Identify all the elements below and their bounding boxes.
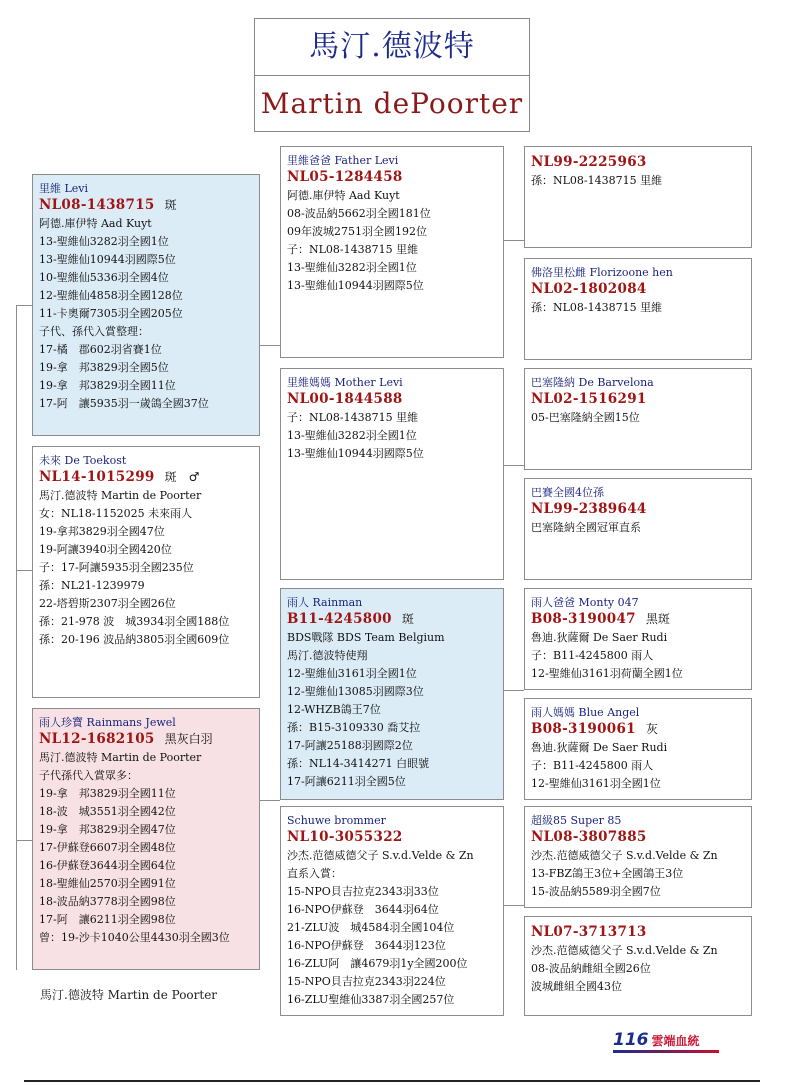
card-line: 18-聖維仙2570羽全國91位	[39, 877, 176, 890]
card-line: 13-聖維仙3282羽全國1位	[39, 235, 169, 248]
card-line: BDS戰隊 BDS Team Belgium	[287, 631, 445, 644]
connector-dd-parents	[504, 905, 524, 906]
card-line: 孫：NL08-1438715 里維	[531, 174, 663, 187]
card-line: 孫：NL08-1438715 里維	[531, 301, 663, 314]
card-dsd	[524, 698, 752, 800]
card-line: 13-FBZ鴿王3位+全國鴿王3位	[531, 867, 684, 880]
connector-ds-parents	[504, 690, 524, 691]
card-line: 19-拿 邦3829羽全國47位	[39, 823, 176, 836]
logo-underline	[613, 1050, 719, 1053]
card-sds	[524, 368, 752, 470]
card-sdd	[524, 478, 752, 580]
card-line: 12-聖維仙3161羽全國1位	[287, 667, 417, 680]
card-name: 佛洛里松雌 Florizoone hen	[531, 266, 673, 279]
card-line: 19-拿 邦3829羽全國11位	[39, 379, 176, 392]
card-line: 17-伊蘇登6607羽全國48位	[39, 841, 176, 854]
card-line: 波城雌組全國43位	[531, 980, 622, 993]
card-line: 12-WHZB鴿王7位	[287, 703, 381, 716]
card-dam-sire	[280, 588, 504, 800]
card-line: 08-波品納雌組全國26位	[531, 962, 651, 975]
ring-number: B08-3190047	[531, 611, 636, 627]
pedigree-title-box	[254, 18, 530, 132]
card-line: 直系入賞：	[287, 867, 342, 880]
card-line: 08-波品納5662羽全國181位	[287, 207, 431, 220]
card-line: 16-ZLU阿 讓4679羽1y全國200位	[287, 957, 468, 970]
connector-dam-tick	[16, 840, 32, 841]
card-line: 15-NPO貝吉拉克2343羽224位	[287, 975, 446, 988]
card-line: 孫：NL14-3414271 白眼號	[287, 757, 430, 770]
card-sire	[32, 174, 260, 436]
card-name: Schuwe brommer	[287, 814, 386, 827]
title-english: Martin dePoorter	[260, 87, 524, 120]
ring-number: NL00-1844588	[287, 391, 403, 407]
card-line: 17-橘 郡602羽省賽1位	[39, 343, 162, 356]
card-line: 魯迪.狄薩爾 De Saer Rudi	[531, 741, 668, 754]
card-line: 13-聖維仙10944羽國際5位	[287, 279, 424, 292]
ring-number: NL02-1516291	[531, 391, 647, 407]
card-line: 17-阿 讓5935羽一歲鴿全國37位	[39, 397, 209, 410]
card-line: 子代孫代入賞眾多：	[39, 769, 138, 782]
card-line: 魯迪.狄薩爾 De Saer Rudi	[531, 631, 668, 644]
logo-number: 116	[613, 1030, 649, 1050]
card-line: 子代、孫代入賞整理：	[39, 325, 149, 338]
card-line: 12-聖維仙3161羽全國1位	[531, 777, 661, 790]
bottom-divider	[24, 1080, 760, 1082]
card-name: 超級85 Super 85	[531, 814, 622, 827]
color-note: 斑	[164, 198, 177, 212]
connector-subject-sire	[16, 305, 17, 970]
card-line: 19-拿 邦3829羽全國5位	[39, 361, 169, 374]
ring-number: NL07-3713713	[531, 924, 647, 940]
card-line: 子：NL08-1438715 里維	[287, 243, 419, 256]
card-line: 女：NL18-1152025 未來雨人	[39, 507, 193, 520]
card-line: 17-阿 讓6211羽全國98位	[39, 913, 176, 926]
card-line: 16-伊蘇登3644羽全國64位	[39, 859, 176, 872]
card-line: 17-阿讓25188羽國際2位	[287, 739, 413, 752]
card-line: 沙杰.范德威德父子 S.v.d.Velde & Zn	[531, 849, 718, 862]
color-note: 黑灰白羽	[164, 732, 213, 746]
card-name: 雨人爸爸 Monty 047	[531, 596, 639, 609]
card-dds	[524, 806, 752, 908]
card-sss	[524, 146, 752, 248]
card-sire-dam	[280, 368, 504, 580]
card-line: 15-NPO貝吉拉克2343羽33位	[287, 885, 439, 898]
ring-number: NL08-3807885	[531, 829, 647, 845]
card-line: 10-聖維仙5336羽全國4位	[39, 271, 169, 284]
card-sire-sire	[280, 146, 504, 358]
card-name: 雨人珍寶 Rainmans Jewel	[39, 716, 176, 729]
card-line: 孫：NL21-1239979	[39, 579, 145, 592]
card-line: 馬汀.德波特 Martin de Poorter	[39, 751, 202, 764]
ring-number: B08-3190061	[531, 721, 636, 737]
card-line: 孫：21-978 波 城3934羽全國188位	[39, 615, 230, 628]
card-line: 13-聖維仙3282羽全國1位	[287, 261, 417, 274]
card-line: 18-波 城3551羽全國42位	[39, 805, 176, 818]
card-line: 19-阿讓3940羽全國420位	[39, 543, 172, 556]
card-line: 13-聖維仙3282羽全國1位	[287, 429, 417, 442]
card-name: 里維媽媽 Mother Levi	[287, 376, 403, 389]
card-line: 阿德.庫伊特 Aad Kuyt	[287, 189, 400, 202]
color-note: 斑	[401, 612, 414, 626]
card-name: 巴塞隆納 De Barvelona	[531, 376, 654, 389]
breeder-caption: 馬汀.德波特 Martin de Poorter	[40, 988, 218, 1002]
card-line: 子：17-阿讓5935羽全國235位	[39, 561, 194, 574]
card-ssd	[524, 258, 752, 360]
card-line: 巴塞隆納全國冠軍直系	[531, 521, 641, 534]
logo-text: 雲端血統	[651, 1034, 700, 1048]
card-line: 12-聖維仙3161羽荷蘭全國1位	[531, 667, 683, 680]
card-line: 馬汀.德波特使翔	[287, 649, 368, 662]
card-line: 22-塔碧斯2307羽全國26位	[39, 597, 176, 610]
card-name: 未來 De Toekost	[39, 454, 127, 467]
card-name: 雨人媽媽 Blue Angel	[531, 706, 640, 719]
connector-dam-parents	[260, 800, 280, 801]
card-line: 子：B11-4245800 雨人	[531, 759, 654, 772]
card-line: 曾：19-沙卡1040公里4430羽全國3位	[39, 931, 230, 944]
card-line: 沙杰.范德威德父子 S.v.d.Velde & Zn	[531, 944, 718, 957]
site-logo	[613, 1030, 700, 1050]
card-line: 09年波城2751羽全國192位	[287, 225, 427, 238]
ring-number: NL12-1682105	[39, 731, 155, 747]
ring-number: NL08-1438715	[39, 197, 155, 213]
ring-number: NL10-3055322	[287, 829, 403, 845]
card-line: 13-聖維仙10944羽國際5位	[39, 253, 176, 266]
ring-number: NL14-1015299	[39, 469, 155, 485]
connector-subject-tick	[16, 570, 32, 571]
color-note: 灰	[645, 722, 658, 736]
connector-sire-parents	[260, 345, 280, 346]
color-note: 斑 ♂	[164, 470, 200, 484]
card-name: 里維爸爸 Father Levi	[287, 154, 399, 167]
color-note: 黑斑	[645, 612, 670, 626]
ring-number: NL02-1802084	[531, 281, 647, 297]
card-name: 里維 Levi	[39, 182, 89, 195]
card-line: 21-ZLU波 城4584羽全國104位	[287, 921, 455, 934]
card-ddd	[524, 916, 752, 1016]
card-line: 12-聖維仙4858羽全國128位	[39, 289, 183, 302]
card-line: 17-阿讓6211羽全國5位	[287, 775, 406, 788]
card-line: 05-巴塞隆納全國15位	[531, 411, 640, 424]
card-line: 子：NL08-1438715 里維	[287, 411, 419, 424]
card-line: 19-拿邦3829羽全國47位	[39, 525, 165, 538]
card-line: 阿德.庫伊特 Aad Kuyt	[39, 217, 152, 230]
title-chinese: 馬汀.德波特	[255, 19, 529, 76]
card-line: 16-NPO伊蘇登 3644羽64位	[287, 903, 439, 916]
card-line: 15-波品納5589羽全國7位	[531, 885, 661, 898]
card-line: 18-波品納3778羽全國98位	[39, 895, 176, 908]
card-name: 雨人 Rainman	[287, 596, 363, 609]
connector-sire-tick	[16, 305, 32, 306]
card-dss	[524, 588, 752, 690]
card-line: 13-聖維仙10944羽國際5位	[287, 447, 424, 460]
ring-number: NL99-2225963	[531, 154, 647, 170]
card-dam	[32, 708, 260, 970]
ring-number: B11-4245800	[287, 611, 392, 627]
card-line: 12-聖維仙13085羽國際3位	[287, 685, 424, 698]
ring-number: NL99-2389644	[531, 501, 647, 517]
card-line: 沙杰.范德威德父子 S.v.d.Velde & Zn	[287, 849, 474, 862]
connector-sd-parents	[504, 465, 524, 466]
card-line: 16-NPO伊蘇登 3644羽123位	[287, 939, 446, 952]
connector-ss-parents	[504, 240, 524, 241]
card-line: 馬汀.德波特 Martin de Poorter	[39, 489, 202, 502]
ring-number: NL05-1284458	[287, 169, 403, 185]
card-name: 巴賽全國4位孫	[531, 486, 604, 499]
card-subject	[32, 446, 260, 698]
card-line: 孫：20-196 波品納3805羽全國609位	[39, 633, 230, 646]
card-line: 11-卡奧爾7305羽全國205位	[39, 307, 183, 320]
card-line: 16-ZLU聖維仙3387羽全國257位	[287, 993, 455, 1006]
card-line: 19-拿 邦3829羽全國11位	[39, 787, 176, 800]
card-line: 子：B11-4245800 雨人	[531, 649, 654, 662]
card-line: 孫：B15-3109330 喬艾拉	[287, 721, 421, 734]
card-dam-dam	[280, 806, 504, 1016]
